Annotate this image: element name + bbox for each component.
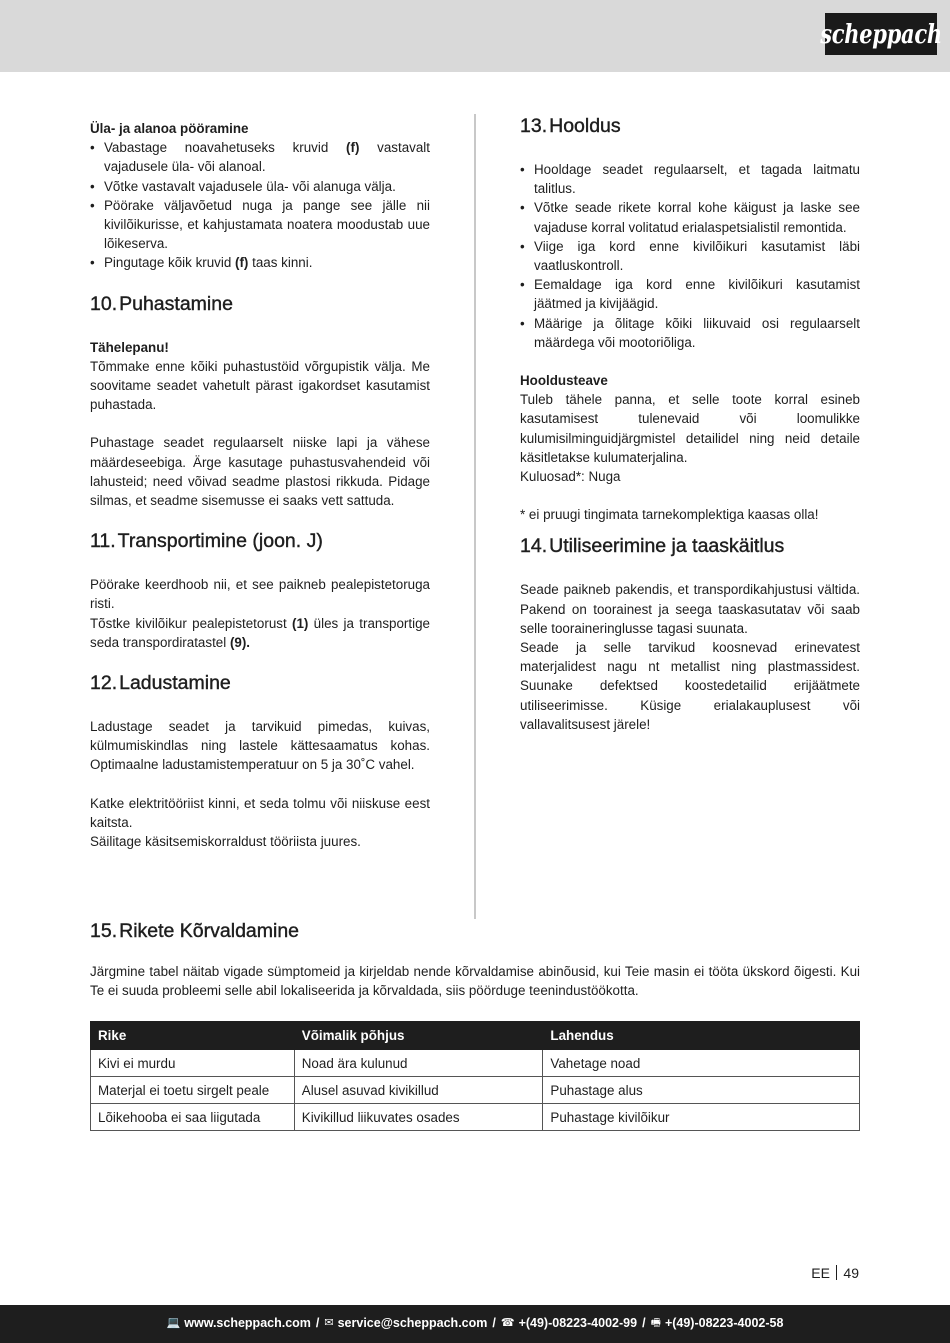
column-header: Rike — [91, 1022, 295, 1050]
section-heading-cleaning: 10. Puhastamine — [90, 292, 233, 315]
table-header-row — [91, 1022, 860, 1050]
table-cell: Materjal ei toetu sirgelt peale — [91, 1077, 295, 1104]
table-row — [91, 1104, 860, 1131]
left-column — [90, 119, 430, 851]
list-item: • Pingutage kõik kruvid (f) taas kinni. — [90, 253, 430, 272]
table-row — [91, 1077, 860, 1104]
storage-paragraph-2: Katke elektritööriist kinni, et seda tolmu või niiskuse eest kaitsta. — [90, 795, 430, 830]
brand-logo — [820, 13, 942, 55]
disposal-paragraph-1: Seade paikneb pakendis, et transpordikahjustusi vältida. Pakend on toorainest ja seega taaskasutatav või saab selle tooraineringlusse tagasi suunata. — [520, 582, 860, 636]
column-header: Lahendus — [543, 1022, 860, 1050]
table-cell: Puhastage kivilõikur — [543, 1104, 860, 1131]
list-item: • Pöörake väljavõetud nuga ja pange see jälle nii kivilõikurisse, et kahjustamata noatera moodustab uue lõikeserva. — [90, 196, 430, 254]
email-icon: ✉ — [324, 1317, 334, 1330]
cleaning-paragraph-1: Tõmmake enne kõiki puhastustöid võrgupistik välja. Me soovitame seadet vahetult pärast igakordset kasutamist puhastada. — [90, 358, 430, 413]
page-number — [811, 1264, 859, 1283]
footer-fax: +(49)-08223-4002-58 — [664, 1316, 784, 1331]
rotation-list — [90, 138, 430, 272]
disposal-paragraph-2: Seade ja selle tarvikud koosnevad erinevatest materjalidest nagu nt metallist ning plastmassidest. Suunake defektsed koostedetailid erijäätmete utiliseerimisse. Küsige erialakauplusest või vallavalitsusest järele! — [520, 640, 860, 732]
wear-parts: Kuluosad*: Nuga — [520, 469, 621, 485]
fault-table — [90, 1021, 860, 1131]
table-row — [91, 1050, 860, 1077]
maintenance-info-heading: Hooldusteave — [520, 373, 608, 389]
footer-contact-bar: 💻 www.scheppach.com / ✉ service@scheppach.com / ☎ +(49)-08223-4002-99 / 🖷 +(49)-08223-4002-58 — [0, 1305, 950, 1343]
table-cell: Noad ära kulunud — [294, 1050, 543, 1077]
troubleshooting-intro: Järgmine tabel näitab vigade sümptomeid ja kirjeldab nende kõrvaldamise abinõusid, kui Teie masin ei tööta ükskord õigesti. Kui Te ei suuda probleemi selle abil lokaliseerida ja kõrvaldada, siis pöörduge teenindustöökotta. — [90, 964, 860, 999]
brand-logo-text: scheppach — [820, 18, 942, 50]
transport-paragraph-2: Tõstke kivilõikur pealepistetorust (1) üles ja transportige seda transpordiratastel (9). — [90, 615, 430, 650]
footer-email[interactable]: service@scheppach.com — [337, 1316, 488, 1331]
section-heading-troubleshooting: 15. Rikete Kõrvaldamine — [90, 920, 300, 942]
section-heading-maintenance: 13. Hooldus — [520, 115, 621, 137]
header-band — [0, 0, 950, 72]
section-heading-storage: 12. Ladustamine — [90, 672, 231, 695]
attention-label: Tähelepanu! — [90, 339, 169, 355]
table-cell: Alusel asuvad kivikillud — [294, 1077, 543, 1104]
table-cell: Vahetage noad — [543, 1050, 860, 1077]
section-heading-transport: 11. Transportimine (joon. J) — [90, 530, 323, 553]
list-item: • Hooldage seadet regulaarselt, et tagada laitmatu talitlus. — [520, 160, 860, 198]
list-item: • Vabastage noavahetuseks kruvid (f) vastavalt vajadusele üla- või alanoal. — [90, 138, 430, 176]
maintenance-list — [520, 160, 860, 352]
list-item: • Viige iga kord enne kivilõikuri kasutamist läbi vaatluskontroll. — [520, 237, 860, 275]
computer-icon: 💻 — [166, 1317, 181, 1330]
footer-website[interactable]: www.scheppach.com — [184, 1316, 311, 1331]
cleaning-paragraph-2: Puhastage seadet regulaarselt niiske lapi ja vähese määrdeseebiga. Ärge kasutage puhastusvahendeid või lahusteid; need võivad seadme plastosi rikkuda. Pidage silmas, et seadme sisemusse ei saaks vett sattuda. — [90, 435, 430, 509]
list-item: • Eemaldage iga kord enne kivilõikuri kasutamist jäätmed ja kivijäägid. — [520, 275, 860, 313]
page-number-value: 49 — [843, 1265, 859, 1281]
table-cell: Lõikehooba ei saa liigutada — [91, 1104, 295, 1131]
phone-icon: ☎ — [500, 1317, 515, 1330]
rotation-heading: Üla- ja alanoa pööramine — [90, 121, 249, 136]
storage-paragraph-3: Säilitage käsitsemiskorraldust tööriista juures. — [90, 834, 361, 850]
list-item: • Võtke seade rikete korral kohe käigust ja laske see vajaduse korral volitatud erialaspetsialistil remontida. — [520, 198, 860, 236]
list-item: • Määrige ja õlitage kõiki liikuvaid osi regulaarselt määrdega või mootoriõliga. — [520, 314, 860, 352]
footnote: * ei pruugi tingimata tarnekomplektiga kaasas olla! — [520, 507, 819, 523]
section-heading-disposal: 14. Utiliseerimine ja taaskäitlus — [520, 535, 785, 558]
storage-paragraph-1: Ladustage seadet ja tarvikuid pimedas, kuivas, külmumiskindlas ning lastele kättesaamatus kohas. Optimaalne ladustamistemperatuur on 5 ja 30˚C vahel. — [90, 719, 430, 773]
table-cell: Kivi ei murdu — [91, 1050, 295, 1077]
transport-paragraph-1: Pöörake keerdhoob nii, et see paikneb pealepistetoruga risti. — [90, 577, 430, 612]
table-cell: Puhastage alus — [543, 1077, 860, 1104]
list-item: • Võtke vastavalt vajadusele üla- või alanuga välja. — [90, 177, 430, 196]
fax-icon: 🖷 — [650, 1317, 661, 1330]
right-column — [520, 114, 860, 734]
table-cell: Kivikillud liikuvates osades — [294, 1104, 543, 1131]
footer-phone: +(49)-08223-4002-99 — [518, 1316, 638, 1331]
maintenance-info-text: Tuleb tähele panna, et selle toote korral esineb kasutamisest tulenevaid või loomulikke kulumisilminguidjärgmistel detailidel ning neid detaile käsitletakse kulumaterjalina. — [520, 392, 860, 465]
page-language: EE — [811, 1265, 830, 1281]
column-header: Võimalik põhjus — [294, 1022, 543, 1050]
column-divider — [474, 114, 476, 919]
